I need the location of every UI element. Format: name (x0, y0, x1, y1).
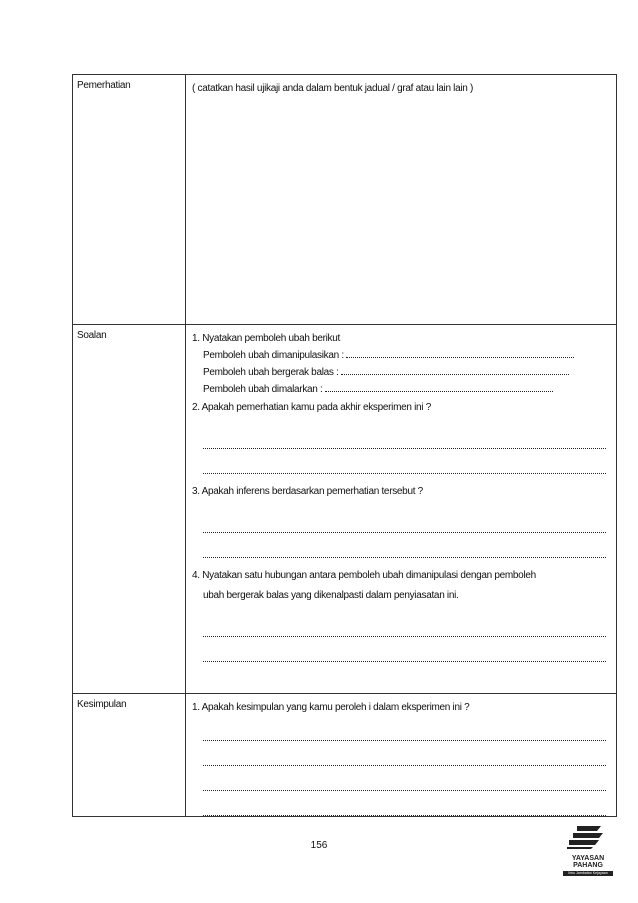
conclusion-cell (186, 694, 617, 817)
observation-cell (186, 75, 617, 325)
variable-responding-label: Pemboleh ubah bergerak balas : (203, 367, 339, 378)
observation-label: Pemerhatian (73, 75, 186, 325)
conclusion-question: 1. Apakah kesimpulan yang kamu peroleh i dalam eksperimen ini ? (192, 702, 470, 713)
yayasan-pahang-logo (563, 824, 613, 884)
answer-line[interactable] (203, 716, 606, 741)
question-1: 1. Nyatakan pemboleh ubah berikut (192, 333, 340, 344)
variable-manipulated (192, 347, 616, 364)
question-2: 2. Apakah pemerhatian kamu pada akhir eksperimen ini ? (192, 402, 431, 413)
variable-constant (192, 381, 616, 398)
variable-responding-answer-line[interactable] (341, 365, 569, 375)
question-4: 4. Nyatakan satu hubungan antara pemboleh ubah dimanipulasi dengan pemboleh (192, 570, 536, 581)
worksheet-table (72, 74, 617, 817)
logo-line2: PAHANG (573, 862, 603, 869)
answer-line[interactable] (203, 418, 606, 449)
observation-instruction: ( catatkan hasil ujikaji anda dalam bentuk jadual / graf atau lain lain ) (192, 83, 474, 94)
variable-manipulated-answer-line[interactable] (346, 348, 574, 358)
variable-constant-label: Pemboleh ubah dimalarkan : (203, 384, 323, 395)
question-4-continued: ubah bergerak balas yang dikenalpasti dalam penyiasatan ini. (203, 590, 459, 601)
variable-responding (192, 364, 616, 381)
questions-label: Soalan (73, 325, 186, 694)
answer-line[interactable] (203, 741, 606, 766)
observation-row (73, 75, 617, 325)
questions-cell (186, 325, 617, 694)
answer-line[interactable] (203, 791, 606, 816)
answer-line[interactable] (203, 533, 606, 558)
questions-row (73, 325, 617, 694)
answer-line[interactable] (203, 502, 606, 533)
conclusion-label: Kesimpulan (73, 694, 186, 817)
answer-line[interactable] (203, 449, 606, 474)
conclusion-row (73, 694, 617, 817)
worksheet (72, 74, 617, 817)
logo-tagline: Ilmu Jambatan Kejayaan (563, 871, 613, 876)
logo-mark-icon (563, 824, 613, 850)
answer-line[interactable] (203, 766, 606, 791)
variable-constant-answer-line[interactable] (325, 382, 553, 392)
answer-line[interactable] (203, 637, 606, 662)
question-3: 3. Apakah inferens berdasarkan pemerhatian tersebut ? (192, 486, 423, 497)
page-number: 156 (310, 840, 328, 851)
variable-manipulated-label: Pemboleh ubah dimanipulasikan : (203, 350, 344, 361)
answer-line[interactable] (203, 606, 606, 637)
logo-line1: YAYASAN (571, 855, 605, 862)
